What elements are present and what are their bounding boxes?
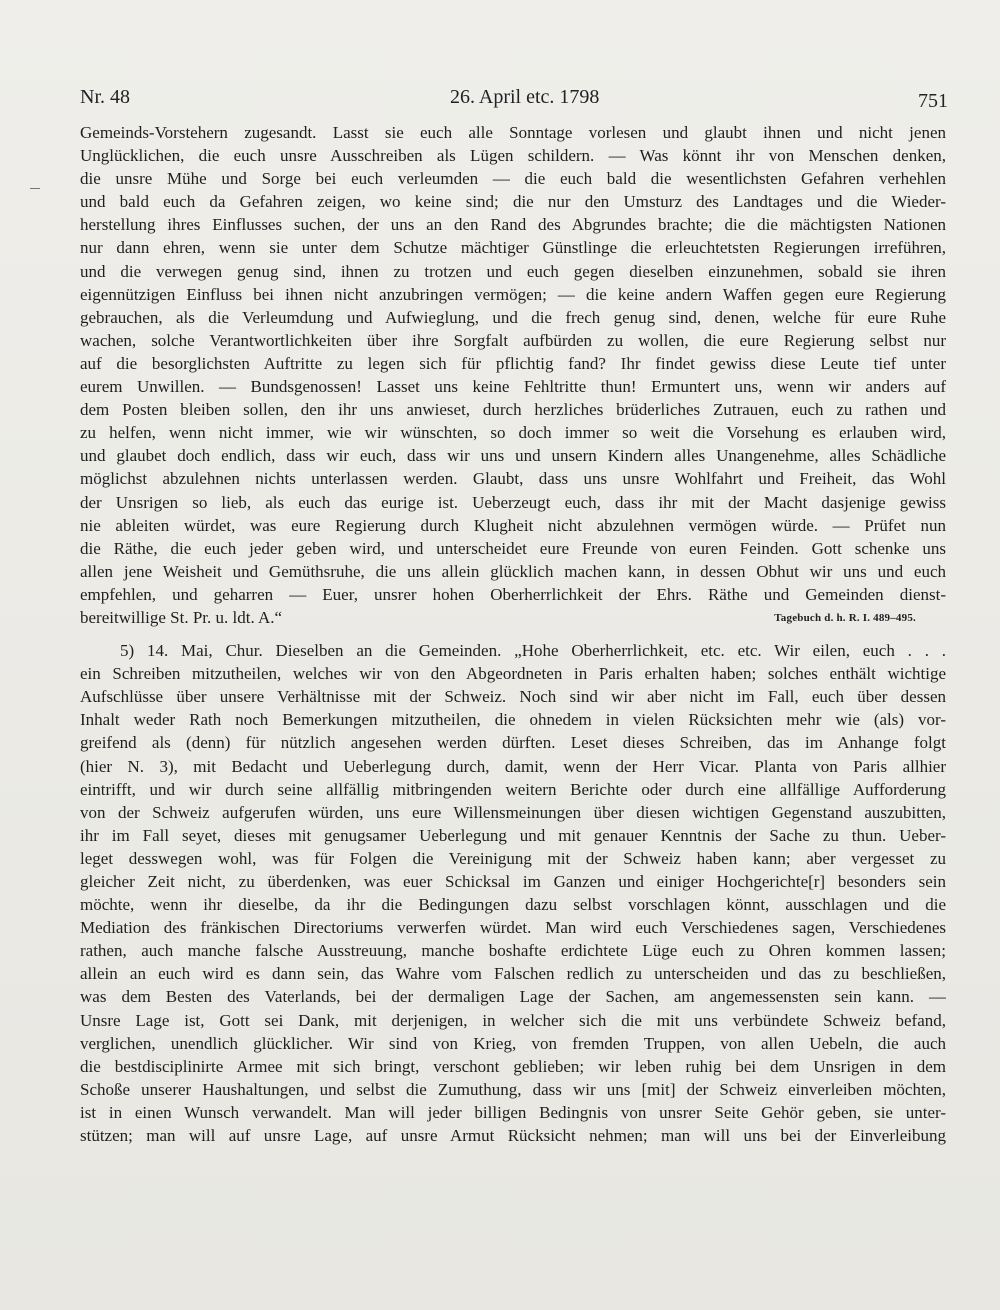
- text-line: Aufschlüsse über unsere Verhältnisse mit der Schweiz. Noch sind wir aber nicht im Fall, euch über dessen: [80, 687, 946, 707]
- text-line: eurem Unwillen. — Bundsgenossen! Lasset uns keine Fehltritte thun! Ermuntert uns, wenn wir anders auf: [80, 377, 946, 397]
- text-line: ihr im Fall seyet, dieses mit genugsamer Ueberlegung und mit genauer Kenntnis der Sache zu thun. Ueber-: [80, 825, 946, 845]
- text-line: Inhalt weder Rath noch Bemerkungen mitzutheilen, die ohnedem in vielen Rücksichten mehr wie (als) vor-: [80, 710, 946, 730]
- text-line: gleicher Zeit nicht, zu überdenken, was euer Schicksal im Ganzen und einiger Hochgerichte[r] besonders sein: [80, 872, 946, 891]
- text-line: von der Schweiz aufgerufen würden, uns eure Willensmeinungen über diesen wichtigen Gegenstand auszubitten,: [80, 802, 946, 822]
- source-citation: Tagebuch d. h. R. I. 489–495.: [774, 611, 916, 624]
- paragraph-2: [80, 639, 946, 1147]
- text-line: allen jene Weisheit und Gemüthsruhe, die uns allein glücklich machen kann, in dessen Obhut wir uns und euch: [80, 561, 946, 581]
- text-line: allein an euch wird es dann sein, das Wahre vom Falschen redlich zu unterscheiden und das zu beschließen,: [80, 964, 946, 984]
- document-date: 26. April etc. 1798: [450, 86, 600, 108]
- text-line: greifend als (denn) für nützlich angesehen werden dürften. Leset dieses Schreiben, das im Anhange folgt: [80, 733, 946, 753]
- closing-line: bereitwillige St. Pr. u. ldt. A.“: [80, 607, 283, 627]
- text-line: nie ableiten würdet, was eure Regierung durch Klugheit nicht abzulehnen vermögen würde. — Prüfet nun: [80, 515, 946, 535]
- text-line: Unglücklichen, die euch unsre Ausschreiben als Lügen schildern. — Was könnt ihr von Menschen denken,: [80, 146, 946, 166]
- text-line: ist in einen Wunsch verwandelt. Man will jeder billigen Bedingnis von unsrer Seite Gehör geben, sie unter-: [80, 1102, 946, 1122]
- text-line: die bestdisciplinirte Armee mit sich bringt, verschont geblieben; wir leben ruhig bei dem Unsrigen in dem: [80, 1056, 946, 1076]
- text-line: herstellung ihres Einflusses suchen, der uns an den Rand des Abgrundes brachte; die die mächtigsten Nationen: [80, 215, 946, 235]
- text-line: dem Posten bleiben sollen, den ihr uns anwieset, durch herzliches brüderliches Zutrauen, euch zu rathen und: [80, 400, 946, 420]
- text-line: Mediation des fränkischen Directoriums verwerfen würdet. Man wird euch Verschiedenes sagen, Verschiedenes: [80, 918, 946, 938]
- text-line: Unsre Lage ist, Gott sei Dank, mit derjenigen, in welcher sich die mit uns verbündete Schweiz befand,: [80, 1010, 946, 1030]
- text-line: und die verwegen genug sind, ihnen zu trotzen und euch gegen dieselben einzunehmen, sobald sie ihren: [80, 261, 946, 281]
- text-line: eigennützigen Einfluss bei ihnen nicht anzubringen vermögen; — die keine andern Waffen gegen eure Regierung: [80, 284, 946, 304]
- text-line: und bald euch da Gefahren zeigen, wo keine sind; die nur den Umsturz des Landtages und die Wieder-: [80, 192, 946, 212]
- text-line: nur dann ehren, wenn sie unter dem Schutze mächtiger Günstlinge die erleuchtetsten Regierungen irreführen,: [80, 238, 946, 258]
- text-line: gebrauchen, als die Verleumdung und Aufwieglung, und die frech genug sind, denen, welche für eure Ruhe: [80, 307, 946, 327]
- text-line-with-citation: [80, 606, 946, 629]
- text-line: der Unsrigen so lieb, als euch das eurige ist. Ueberzeugt euch, dass ihr mit der Macht dasjenige gewiss: [80, 492, 946, 512]
- text-line: rathen, auch manche falsche Ausstreuung, manche boshafte erdichtete Lüge euch zu Ohren kommen lassen;: [80, 941, 946, 961]
- text-line: 5) 14. Mai, Chur. Dieselben an die Gemeinden. „Hohe Oberherrlichkeit, etc. etc. Wir eilen, euch . . .: [120, 641, 946, 661]
- text-line: möglichst abzulehnen nichts unterlassen werden. Glaubt, dass uns unsre Wohlfahrt und Freiheit, das Wohl: [80, 469, 946, 489]
- text-line: ein Schreiben mitzutheilen, welches wir von den Abgeordneten in Paris erhalten haben; solches enthält wichtige: [80, 664, 946, 684]
- text-line: zu helfen, wenn nicht immer, wie wir wünschten, so doch immer so weit die Vorsehung es erlauben wird,: [80, 423, 946, 443]
- text-line: auf die besorglichsten Auftritte zu legen sich für pflichtig fand? Ihr findet gewiss diese Leute tief unter: [80, 353, 946, 373]
- text-line: und glaubet doch endlich, dass wir euch, dass wir uns und unsern Kindern alles Unangenehme, alles Schädliche: [80, 446, 946, 466]
- text-line: die Räthe, die euch jeder geben wird, und unterscheidet eure Freunde von euren Feinden. Gott schenke uns: [80, 538, 946, 558]
- text-line: Gemeinds-Vorstehern zugesandt. Lasst sie euch alle Sonntage vorlesen und glaubt ihnen und nicht jenen: [80, 123, 946, 142]
- margin-mark: [30, 188, 40, 189]
- text-line: die unsre Mühe und Sorge bei euch verleumden — die euch bald die wesentlichsten Gefahren verhehlen: [80, 169, 946, 189]
- text-line: (hier N. 3), mit Bedacht und Ueberlegung durch, damit, wenn der Herr Vicar. Planta von Paris allhier: [80, 756, 946, 776]
- text-line: verglichen, unendlich glücklicher. Wir sind von Krieg, von fremden Truppen, von allen Uebeln, die auch: [80, 1033, 946, 1053]
- text-line: was dem Besten des Vaterlands, bei der dermaligen Lage der Sachen, am angemessensten sein kann. —: [80, 987, 946, 1007]
- running-head: [80, 86, 948, 118]
- body-text: [80, 121, 946, 1147]
- text-line: Schoße unserer Haushaltungen, und selbst die Zumuthung, dass wir uns [mit] der Schweiz einverleiben möchten,: [80, 1079, 946, 1099]
- text-line: eintrifft, und wir durch seine allfällig mitbringenden weitern Berichte oder durch eine allfällige Aufforderung: [80, 779, 946, 799]
- text-line: leget desswegen wohl, was für Folgen die Vereinigung mit der Schweiz haben kann; aber vergesset zu: [80, 848, 946, 868]
- paragraph-1: [80, 121, 946, 629]
- text-line: stützen; man will auf unsre Lage, auf unsre Armut Rücksicht nehmen; man will uns bei der Einverleibung: [80, 1126, 946, 1146]
- text-line: empfehlen, und geharren — Euer, unsrer hohen Oberherrlichkeit der Ehrs. Räthe und Gemeinden dienst-: [80, 584, 946, 604]
- document-number: Nr. 48: [80, 86, 130, 108]
- page-number: 751: [918, 90, 948, 112]
- text-line: möchte, wenn ihr dieselbe, da ihr die Bedingungen dazu selbst vorschlagen könnt, ausschlagen und die: [80, 895, 946, 915]
- paragraph-gap: [80, 629, 946, 639]
- text-line: wachen, solche Verantwortlichkeiten über ihre Sorgfalt aufbürden zu wollen, die eure Regierung selbst nur: [80, 330, 946, 350]
